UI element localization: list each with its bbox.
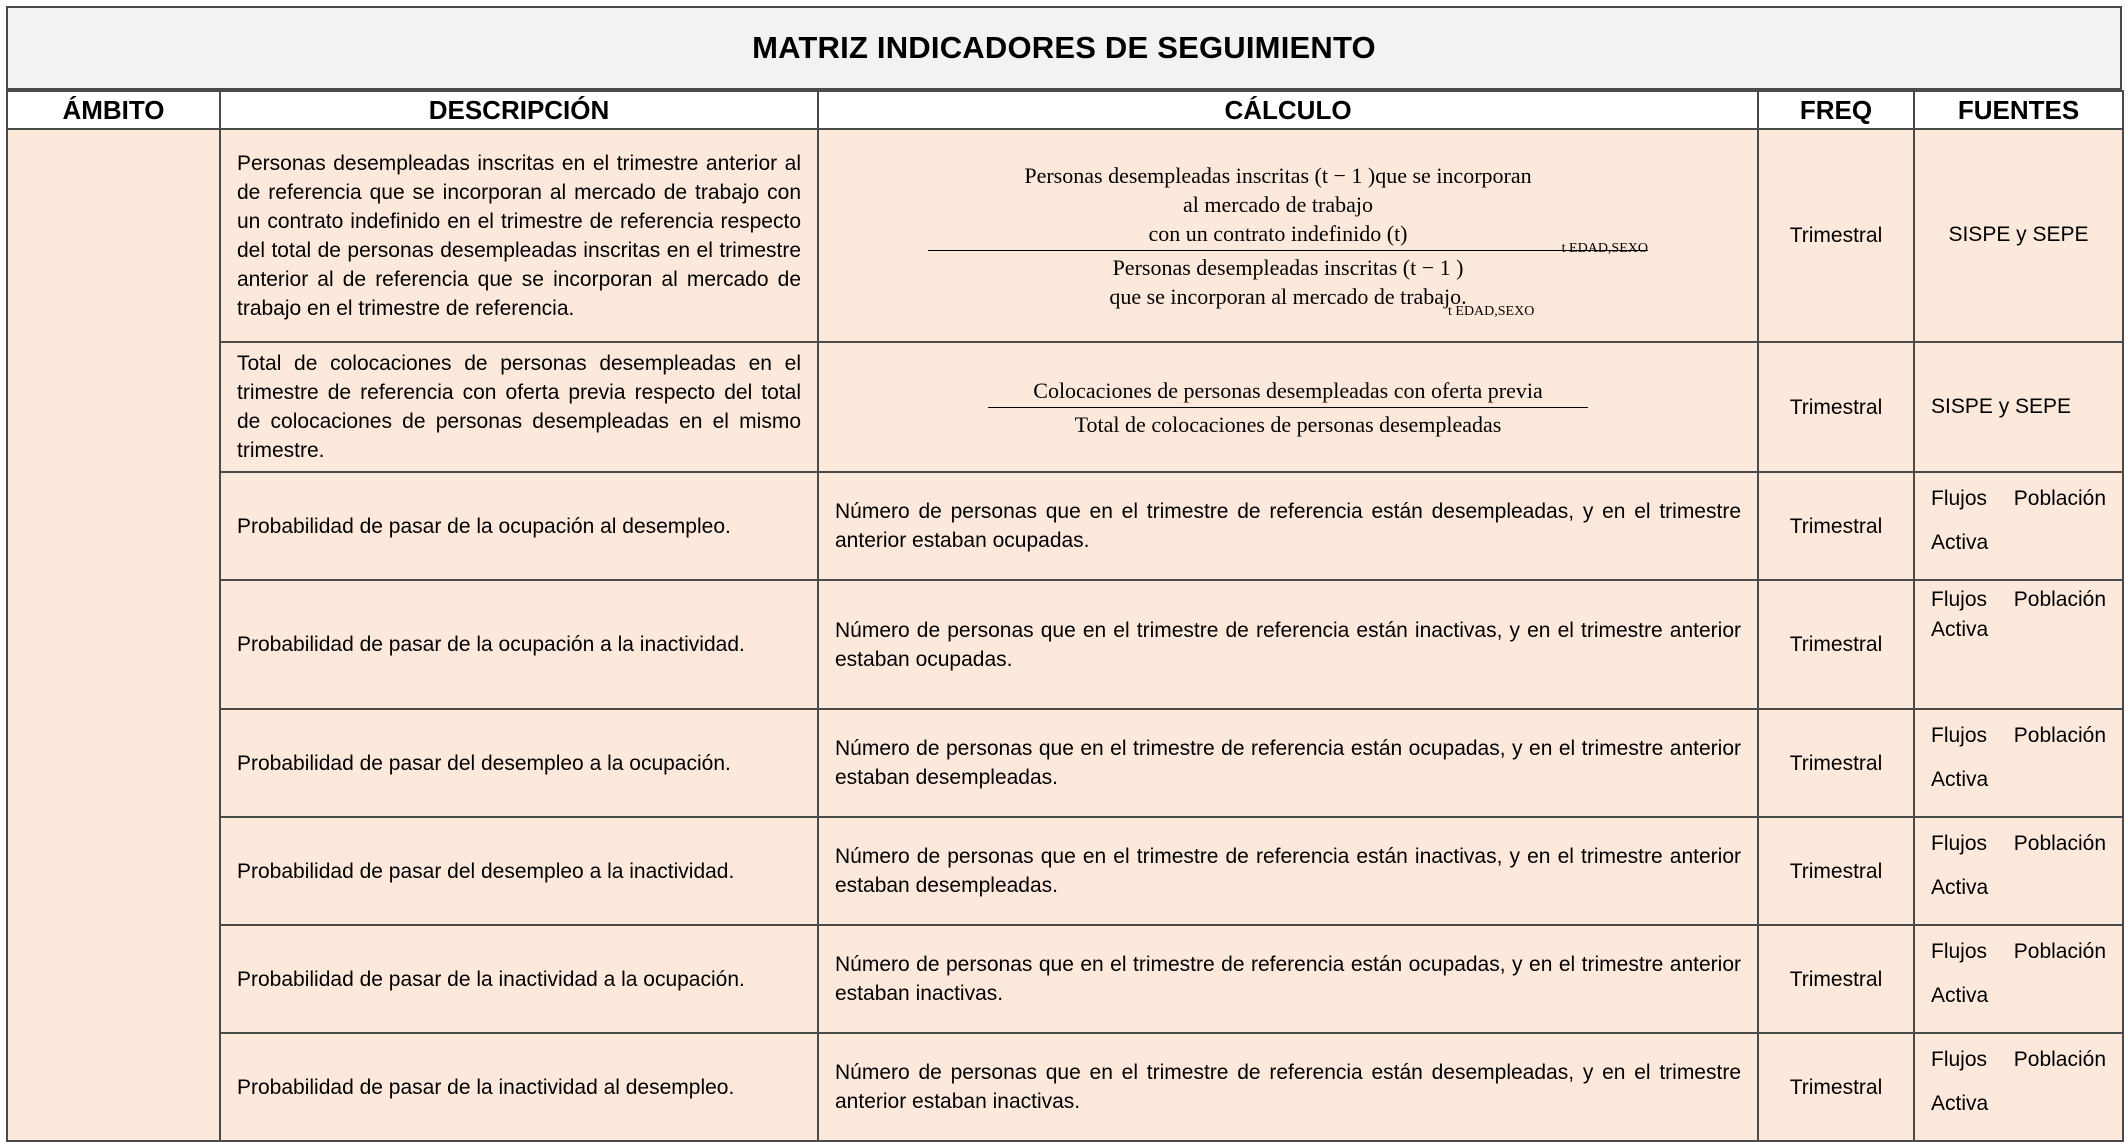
header-calculo: CÁLCULO — [818, 91, 1758, 129]
formula-numerator: Personas desempleadas inscritas (t − 1 )que se incorporan al mercado de trabajo con un contrato indefinido (t) — [1024, 162, 1532, 246]
header-ambito: ÁMBITO — [7, 91, 220, 129]
description-cell: Probabilidad de pasar de la inactividad al desempleo. — [220, 1033, 818, 1141]
source-cell: Flujos Población Activa — [1914, 817, 2123, 925]
source-cell: Flujos Población Activa — [1914, 1033, 2123, 1141]
calculation-cell: Número de personas que en el trimestre de referencia están inactivas, y en el trimestre anterior estaban ocupadas. — [818, 580, 1758, 709]
formula-cell — [818, 342, 1758, 472]
matrix-title: MATRIZ INDICADORES DE SEGUIMIENTO — [752, 30, 1376, 65]
table-row — [7, 129, 2123, 342]
denominator-subscript: t EDAD,SEXO — [1448, 303, 1535, 319]
description-cell: Probabilidad de pasar del desempleo a la inactividad. — [220, 817, 818, 925]
ambito-cell — [7, 129, 220, 1141]
fraction-formula — [988, 376, 1588, 439]
frequency-cell: Trimestral — [1758, 709, 1914, 817]
calculation-cell: Número de personas que en el trimestre de referencia están ocupadas, y en el trimestre anterior estaban desempleadas. — [818, 709, 1758, 817]
table-row — [7, 472, 2123, 580]
calculation-cell: Número de personas que en el trimestre de referencia están inactivas, y en el trimestre anterior estaban desempleadas. — [818, 817, 1758, 925]
table-row — [7, 925, 2123, 1033]
source-cell: Flujos Población Activa — [1914, 580, 2123, 709]
numerator-subscript: t EDAD,SEXO — [1561, 240, 1648, 256]
source-cell: Flujos Población Activa — [1914, 709, 2123, 817]
table-row — [7, 817, 2123, 925]
header-fuentes: FUENTES — [1914, 91, 2123, 129]
frequency-cell: Trimestral — [1758, 129, 1914, 342]
frequency-cell: Trimestral — [1758, 472, 1914, 580]
frequency-cell: Trimestral — [1758, 342, 1914, 472]
calculation-cell: Número de personas que en el trimestre de referencia están ocupadas, y en el trimestre anterior estaban inactivas. — [818, 925, 1758, 1033]
fraction-bar — [928, 250, 1648, 251]
calculation-cell: Número de personas que en el trimestre de referencia están desempleadas, y en el trimestre anterior estaban inactivas. — [818, 1033, 1758, 1141]
header-row — [7, 91, 2123, 129]
formula-denominator: Total de colocaciones de personas desempleadas — [1074, 411, 1502, 437]
description-cell: Personas desempleadas inscritas en el trimestre anterior al de referencia que se incorporan al mercado de trabajo con un contrato indefinido en el trimestre de referencia respecto del total de personas desempleadas inscritas en el trimestre anterior al de referencia que se incorporan al mercado de trabajo en el trimestre de referencia. — [220, 129, 818, 342]
header-descripcion: DESCRIPCIÓN — [220, 91, 818, 129]
formula-denominator: Personas desempleadas inscritas (t − 1 ) que se incorporan al mercado de trabajo. — [1109, 254, 1467, 309]
frequency-cell: Trimestral — [1758, 580, 1914, 709]
calculation-cell: Número de personas que en el trimestre de referencia están desempleadas, y en el trimestre anterior estaban ocupadas. — [818, 472, 1758, 580]
description-cell: Probabilidad de pasar de la ocupación al desempleo. — [220, 472, 818, 580]
formula-numerator: Colocaciones de personas desempleadas con oferta previa — [1033, 377, 1543, 403]
source-cell: Flujos Población Activa — [1914, 472, 2123, 580]
description-cell: Probabilidad de pasar de la ocupación a la inactividad. — [220, 580, 818, 709]
frequency-cell: Trimestral — [1758, 1033, 1914, 1141]
table-row — [7, 580, 2123, 709]
fraction-bar — [988, 407, 1588, 408]
table-row — [7, 1033, 2123, 1141]
indicator-table — [6, 90, 2124, 1142]
description-cell: Probabilidad de pasar del desempleo a la ocupación. — [220, 709, 818, 817]
source-cell: SISPE y SEPE — [1914, 129, 2123, 342]
table-row — [7, 342, 2123, 472]
fraction-formula — [928, 161, 1648, 319]
source-cell: Flujos Población Activa — [1914, 925, 2123, 1033]
description-cell: Total de colocaciones de personas desempleadas en el trimestre de referencia con oferta previa respecto del total de colocaciones de personas desempleadas en el mismo trimestre. — [220, 342, 818, 472]
frequency-cell: Trimestral — [1758, 925, 1914, 1033]
source-cell: SISPE y SEPE — [1914, 342, 2123, 472]
description-cell: Probabilidad de pasar de la inactividad a la ocupación. — [220, 925, 818, 1033]
matrix-title-bar — [6, 6, 2122, 90]
indicator-matrix-sheet — [6, 6, 2122, 1130]
header-freq: FREQ — [1758, 91, 1914, 129]
frequency-cell: Trimestral — [1758, 817, 1914, 925]
table-row — [7, 709, 2123, 817]
formula-cell — [818, 129, 1758, 342]
